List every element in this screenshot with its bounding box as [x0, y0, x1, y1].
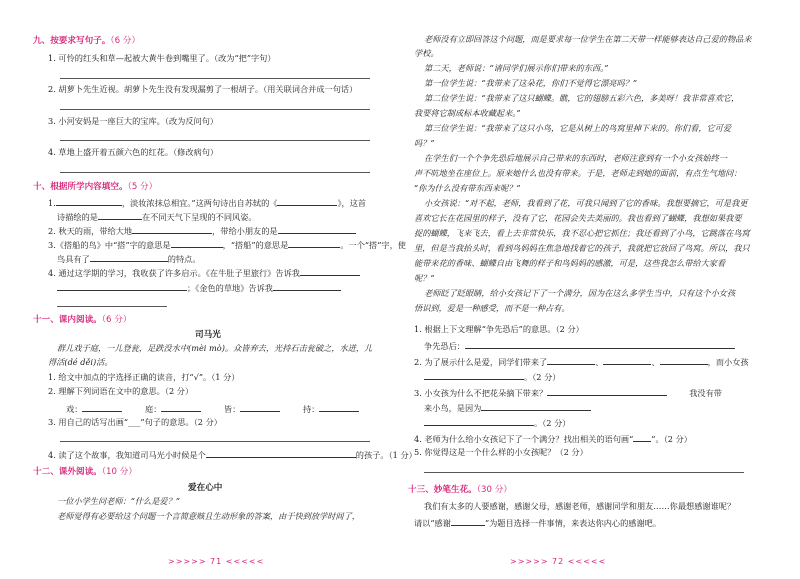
- s10-q3: 3.《搭船的鸟》中“搭”字的意思是 ，“搭船”的意思是 。一个“搭”字，使: [48, 240, 406, 250]
- passage-line: “你为什么没有带东西来呢？”: [414, 183, 521, 193]
- blank[interactable]: [424, 370, 524, 380]
- passage-line: 老师觉得有必要给这个问题一个言简意赅且生动形象的答案，由于快到放学时间了，: [57, 511, 360, 521]
- blank[interactable]: [273, 281, 341, 291]
- blank[interactable]: [481, 401, 591, 411]
- blank[interactable]: [277, 196, 337, 206]
- right-page: [400, 0, 800, 579]
- page-number: >>>>> 72 <<<<<: [510, 557, 607, 566]
- blank[interactable]: [57, 281, 187, 291]
- blank[interactable]: [278, 224, 356, 234]
- blank[interactable]: [90, 252, 168, 262]
- blank[interactable]: [206, 448, 356, 458]
- section-13-heading: 十三、妙笔生花。（30 分）: [408, 485, 512, 495]
- s9-q4: 4. 草地上盛开着五颜六色的红花。（修改病句）: [48, 147, 219, 157]
- r-q2: 2. 为了展示什么是爱，同学们带来了 、 、 ，而小女孩: [414, 357, 749, 367]
- passage-line: 呢？”: [414, 273, 435, 283]
- passage-line: 小女孩说：“对不起，老师，我看到了花，可我只闻到了它的香味。我想要摘它，可是我更: [424, 198, 748, 208]
- blank[interactable]: [547, 386, 667, 396]
- section-9-heading: 九、按要求写句子。（6 分）: [33, 36, 141, 46]
- r-q1: 1. 根据上下文理解“争先恐后”的意思。（2 分）: [414, 324, 584, 334]
- s11-q2: 2. 理解下列词语在文中的意思。（2 分）: [48, 386, 194, 396]
- s11-words: 戏： 庭： 皆： 持：: [66, 402, 359, 415]
- blank[interactable]: [451, 516, 485, 526]
- answer-line[interactable]: [60, 109, 370, 110]
- passage-line: 里，但是当我抬头时，看到鸟妈妈在焦急地找着它的孩子，我就把它放回了鸟窝。所以，我只: [414, 243, 750, 253]
- blank[interactable]: [547, 355, 595, 365]
- r-q4: 4. 老师为什么给小女孩记下了一个满分？找出相关的语句画“ ”。（2 分）: [414, 434, 692, 444]
- blank[interactable]: [98, 210, 142, 220]
- r-q3-cont: 来小鸟，是因为: [424, 401, 591, 414]
- s10-q3-cont: 鸟具有了 的特点。: [57, 254, 201, 264]
- passage-line: 老师没有立即回答这个问题，而是要求每一位学生在第二天带一样能够表达自己爱的物品来: [424, 34, 752, 44]
- s10-q1-cont: 诗描绘的是 在不同天气下呈现的不同风姿。: [57, 212, 257, 222]
- s9-q2: 2. 胡萝卜先生近视。胡萝卜先生没有发现漏剪了一根胡子。（用关联词合并成一句话）: [48, 84, 358, 94]
- passage-line: 得活(dé děi)活。: [48, 357, 113, 367]
- passage-line: 我要将它制成标本收藏起来。”: [414, 108, 521, 118]
- blank[interactable]: [82, 402, 122, 412]
- s10-q4: 4. 通过这学期的学习，我收获了许多启示。《在牛肚子里旅行》告诉我: [48, 266, 360, 279]
- blank[interactable]: [603, 355, 651, 365]
- r-q2-cont: 。（2 分）: [424, 370, 560, 383]
- passage-title: 爱在心中: [188, 483, 223, 493]
- s9-q1: 1. 可怜的红头和草—起被大黄牛卷到嘴里了。（改为“把”字句）: [48, 53, 276, 63]
- passage-line: 学校。: [414, 48, 439, 58]
- blank[interactable]: [240, 402, 280, 412]
- blank[interactable]: [171, 238, 223, 248]
- answer-line[interactable]: [60, 140, 370, 141]
- blank[interactable]: [660, 355, 708, 365]
- s13-line2: 请以“感谢 ”为题目选择一件事情，来表达你内心的感谢吧。: [414, 518, 662, 528]
- answer-line[interactable]: [60, 78, 370, 79]
- answer-line[interactable]: [424, 472, 744, 473]
- blank[interactable]: [300, 266, 360, 276]
- passage-line: 一位小学生问老师：“什么是爱？”: [57, 496, 180, 506]
- section-11-heading: 十一、课内阅读。（6 分）: [33, 315, 132, 325]
- s11-q1: 1. 给文中加点的字选择正确的读音，打“√”。（1 分）: [48, 372, 240, 382]
- passage-line: 第三位学生说：“我带来了这只小鸟，它是从树上的鸟窝里掉下来的。你们看，它可爱: [424, 123, 732, 133]
- passage-line: 声不吭地坐在座位上。原来她什么也没有带来。于是，老师走到她的面前，有点生气地问：: [414, 168, 742, 178]
- blank[interactable]: [319, 402, 359, 412]
- passage-line: 第二位学生说：“我带来了这只蝴蝶。瞧，它的翅膀五彩六色，多美呀！我非常喜欢它，: [424, 93, 740, 103]
- section-12-heading: 十二、课外阅读。（10 分）: [33, 467, 137, 477]
- answer-line[interactable]: [57, 306, 167, 307]
- answer-line[interactable]: [60, 441, 370, 442]
- blank[interactable]: [288, 238, 340, 248]
- s9-q3: 3. 小河安妈是一座巨大的宝库。（改为反问句）: [48, 116, 219, 126]
- blank[interactable]: [56, 196, 122, 206]
- s10-q2: 2. 秋天的雨，带给大地 ，带给小朋友的是: [48, 224, 356, 237]
- s10-q1: 1. ，淡妆浓抹总相宜。”这两句诗出自苏轼的《 》，这首: [48, 198, 367, 208]
- passage-title: 司马光: [195, 330, 221, 340]
- passage-line: 第一位学生说：“我带来了这朵花，你们不觉得它漂亮吗？”: [424, 78, 638, 88]
- section-10-heading: 十、根据所学内容填空。（5 分）: [33, 182, 158, 192]
- r-q1-answer: 争先恐后：: [424, 339, 735, 352]
- blank[interactable]: [161, 402, 201, 412]
- passage-line: 捉的蝴蝶，飞来飞去，看上去非常快乐，我不忍心把它抓住；我还看到了小鸟，它跳落在鸟窝: [414, 228, 750, 238]
- passage-line: 悟识到，爱是一种感受，而不是一种占有。: [414, 303, 570, 313]
- s11-q4: 4. 读了这个故事，我知道司马光小时候是个 的孩子。（1 分）: [48, 450, 417, 460]
- blank[interactable]: [424, 416, 534, 426]
- blank[interactable]: [465, 339, 735, 349]
- passage-line: 能带来花的香味、蝴蝶自由飞舞的样子和鸟妈妈的感激，可是，这些我怎么带给大家看: [414, 258, 726, 268]
- s11-q3: 3. 用自己的话写出画“___”句子的意思。（2 分）: [48, 417, 222, 427]
- r-q3-cont2: 。（2 分）: [424, 416, 570, 429]
- answer-line[interactable]: [60, 172, 370, 173]
- r-q5: 5. 你觉得这是一个什么样的小女孩呢？（2 分）: [414, 447, 588, 457]
- passage-line: 老师眨了眨眼睛，给小女孩记下了一个满分，因为在这么多学生当中，只有这个小女孩: [424, 288, 736, 298]
- r-q3: 3. 小女孩为什么不把花朵摘下带来？ 我没有带: [414, 388, 722, 398]
- passage-line: 第二天，老师说：“请同学们展示你们带来的东西。”: [424, 63, 609, 73]
- blank[interactable]: [132, 224, 212, 234]
- passage-line: 群儿戏于庭，一儿登瓮，足跌没水中(mèi mò)。众皆弃去，光持石击瓮破之，水迸，儿: [57, 343, 373, 353]
- s10-q4-cont: ；《金色的草地》告诉我: [57, 281, 341, 294]
- s13-line1: 我们有太多的人要感谢，感谢父母，感谢老师，感谢同学和朋友……你最想感谢谁呢？: [424, 501, 736, 511]
- passage-line: 吗？”: [414, 138, 435, 148]
- blank[interactable]: [633, 432, 651, 442]
- passage-line: 喜欢它长在花园里的样子，没有了它，花园会失去美丽的。我也看到了蝴蝶，我想如果我要: [414, 213, 742, 223]
- page-number: >>>>> 71 <<<<<: [168, 557, 265, 566]
- passage-line: 在学生们一个个争先恐后地展示自己带来的东西时，老师注意到有一个小女孩始终一: [424, 153, 727, 163]
